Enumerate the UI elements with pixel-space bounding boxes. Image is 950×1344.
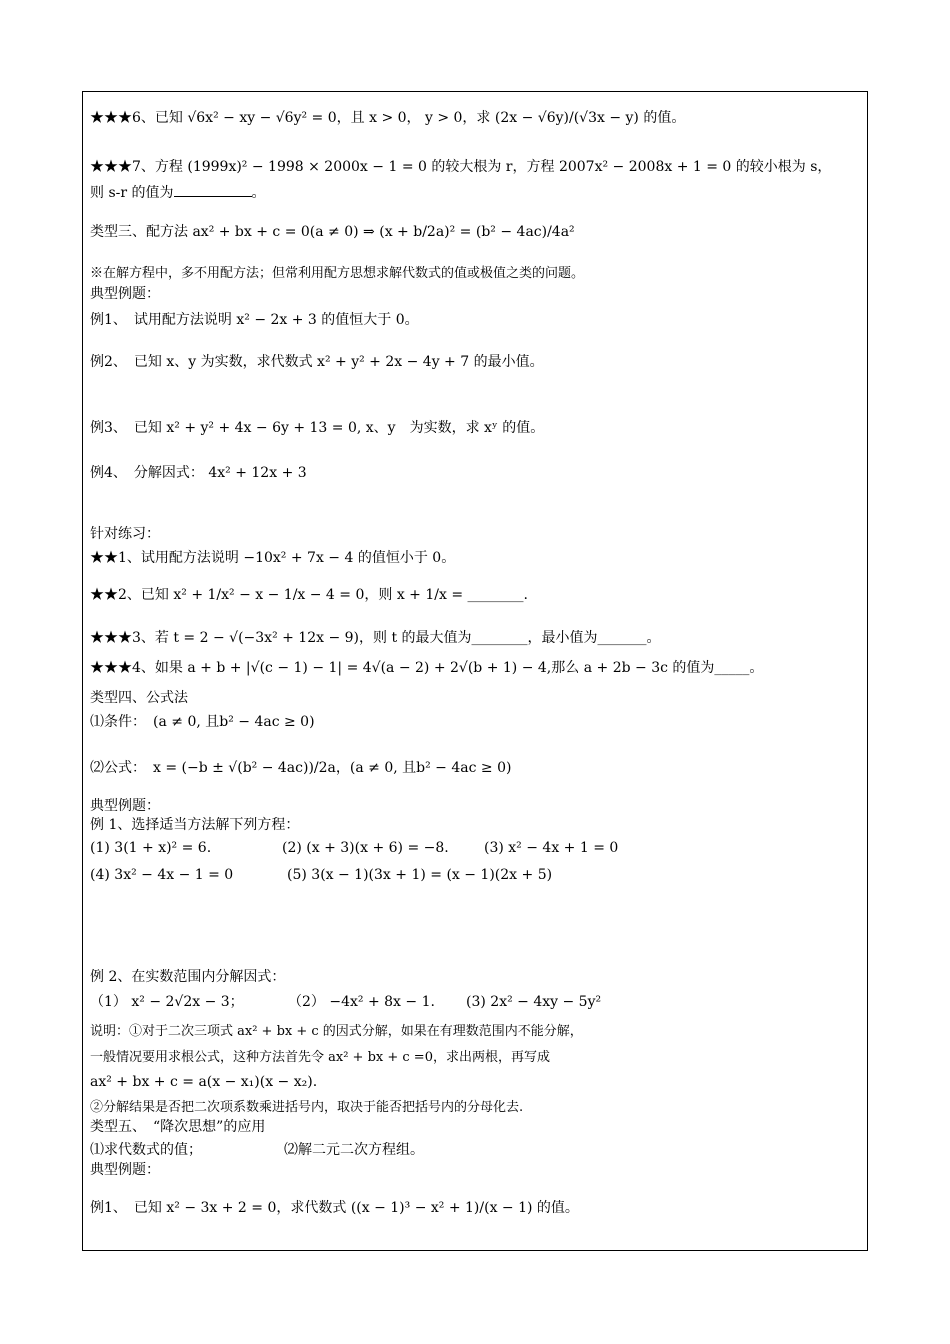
type-4-heading: 类型四、公式法	[90, 690, 188, 706]
explanation-2: 一般情况要用求根公式，这种方法首先令 ax² + bx + c =0，求出两根，再写成	[90, 1050, 550, 1065]
equation-1: (1) 3(1 + x)² = 6.	[90, 840, 212, 856]
quadratic-formula: ⑵公式： x = (−b ± √(b² − 4ac))/2a，(a ≠ 0, 且b² − 4ac ≥ 0)	[90, 760, 512, 776]
note-completing-square: ※在解方程中，多不用配方法；但常利用配方思想求解代数式的值或极值之类的问题。	[90, 266, 585, 281]
factor-3: (3) 2x² − 4xy − 5y²	[466, 994, 602, 1010]
formula-condition: ⑴条件： (a ≠ 0, 且b² − 4ac ≥ 0)	[90, 714, 315, 730]
factor-1: （1） x² − 2√2x − 3；	[90, 994, 244, 1010]
example-1: 例1、 试用配方法说明 x² − 2x + 3 的值恒大于 0。	[90, 312, 419, 328]
example-5-1: 例1、 已知 x² − 3x + 2 = 0，求代数式 ((x − 1)³ − x² + 1)/(x − 1) 的值。	[90, 1200, 579, 1216]
answer-blank	[174, 182, 252, 197]
equation-2: (2) (x + 3)(x + 6) = −8.	[282, 840, 449, 856]
application-1: ⑴求代数式的值；	[90, 1142, 202, 1158]
example-4: 例4、 分解因式： 4x² + 12x + 3	[90, 465, 307, 481]
practice-1: ★★1、试用配方法说明 −10x² + 7x − 4 的值恒小于 0。	[90, 550, 456, 566]
equation-5: (5) 3(x − 1)(3x + 1) = (x − 1)(2x + 5)	[287, 867, 553, 883]
practice-2: ★★2、已知 x² + 1/x² − x − 1/x − 4 = 0，则 x + 1/x = ________.	[90, 587, 528, 603]
example-4-1: 例 1、选择适当方法解下列方程：	[90, 817, 300, 833]
problem-7-text: 则 s-r 的值为	[90, 185, 174, 201]
example-3: 例3、 已知 x² + y² + 4x − 6y + 13 = 0, x、y 为实数，求 xʸ 的值。	[90, 420, 545, 436]
example-4-2: 例 2、在实数范围内分解因式：	[90, 969, 286, 985]
type-5-heading: 类型五、 “降次思想”的应用	[90, 1119, 266, 1135]
practice-4: ★★★4、如果 a + b + |√(c − 1) − 1| = 4√(a − 2) + 2√(b + 1) − 4,那么 a + 2b − 3c 的值为_____。	[90, 660, 764, 676]
factor-2: （2） −4x² + 8x − 1.	[288, 994, 435, 1010]
explanation-4: ②分解结果是否把二次项系数乘进括号内，取决于能否把括号内的分母化去.	[90, 1100, 524, 1115]
equation-3: (3) x² − 4x + 1 = 0	[484, 840, 619, 856]
practice-3: ★★★3、若 t = 2 − √(−3x² + 12x − 9)，则 t 的最大值为________，最小值为_______。	[90, 630, 661, 646]
application-2: ⑵解二元二次方程组。	[284, 1142, 424, 1158]
type-3-heading: 类型三、配方法 ax² + bx + c = 0(a ≠ 0) ⇒ (x + b/2a)² = (b² − 4ac)/4a²	[90, 224, 575, 240]
typical-examples-heading-3: 典型例题：	[90, 1162, 160, 1178]
example-2: 例2、 已知 x、y 为实数，求代数式 x² + y² + 2x − 4y + 7 的最小值。	[90, 354, 544, 370]
explanation-1: 说明：①对于二次三项式 ax² + bx + c 的因式分解，如果在有理数范围内不能分解，	[90, 1024, 583, 1039]
problem-7-line1: ★★★7、方程 (1999x)² − 1998 × 2000x − 1 = 0 的较大根为 r，方程 2007x² − 2008x + 1 = 0 的较小根为 s，	[90, 159, 832, 175]
problem-7-line2: 则 s-r 的值为 。	[90, 182, 266, 203]
explanation-3: ax² + bx + c = a(x − x₁)(x − x₂).	[90, 1074, 318, 1090]
practice-heading: 针对练习：	[90, 526, 160, 542]
equation-4: (4) 3x² − 4x − 1 = 0	[90, 867, 234, 883]
problem-6: ★★★6、已知 √6x² − xy − √6y² = 0，且 x > 0， y > 0，求 (2x − √6y)/(√3x − y) 的值。	[90, 110, 686, 126]
typical-examples-heading: 典型例题：	[90, 286, 160, 302]
typical-examples-heading-2: 典型例题：	[90, 798, 160, 814]
